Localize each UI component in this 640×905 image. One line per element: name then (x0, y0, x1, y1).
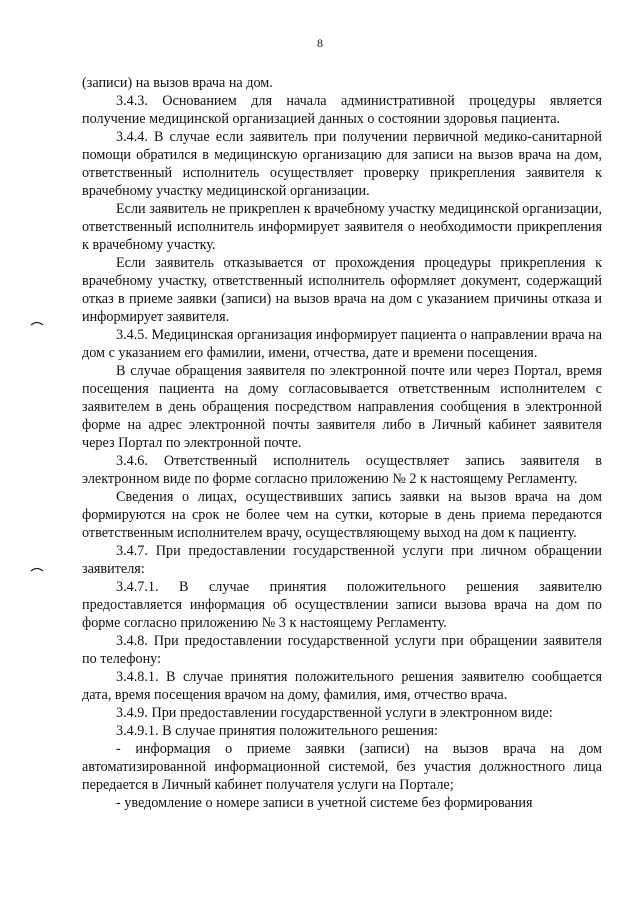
paragraph: 3.4.7.1. В случае принятия положительного решения заявителю предоставляется информация об осуществлении записи вызова врача на дом по форме согласно приложению № 3 к настоящему Регламенту. (82, 579, 602, 631)
paragraph: Сведения о лицах, осуществивших запись заявки на вызов врача на дом формируются на срок не более чем на сутки, которые в день приема передаются ответственным исполнителем врачу, осуществляющему выход на дом к пациенту. (82, 489, 602, 541)
paragraph: 3.4.8. При предоставлении государственной услуги при обращении заявителя по телефону: (82, 633, 602, 667)
paragraph: 3.4.7. При предоставлении государственной услуги при личном обращении заявителя: (82, 543, 602, 577)
paragraph: - уведомление о номере записи в учетной системе без формирования (116, 795, 533, 811)
paragraph: 3.4.3. Основанием для начала административной процедуры является получение медицинской организацией данных о состоянии здоровья пациента. (82, 93, 602, 127)
paragraph: - информация о приеме заявки (записи) на вызов врача на дом автоматизированной информационной системой, без участия должностного лица передается в Личный кабинет получателя услуги на Портале; (82, 741, 602, 793)
paragraph: Если заявитель не прикреплен к врачебному участку медицинской организации, ответственный исполнитель информирует заявителя о необходимости прикрепления к врачебному участку. (82, 201, 602, 253)
paragraph: 3.4.9.1. В случае принятия положительного решения: (116, 723, 438, 739)
paragraph: 3.4.8.1. В случае принятия положительного решения заявителю сообщается дата, время посещения врачом на дому, фамилия, имя, отчество врача. (82, 669, 602, 703)
margin-mark (30, 566, 44, 572)
paragraph: 3.4.5. Медицинская организация информирует пациента о направлении врача на дом с указанием его фамилии, имени, отчества, дате и времени посещения. (82, 327, 602, 361)
paragraph: 3.4.6. Ответственный исполнитель осуществляет запись заявителя в электронном виде по форме согласно приложению № 2 к настоящему Регламенту. (82, 453, 602, 487)
paragraph: В случае обращения заявителя по электронной почте или через Портал, время посещения пациента на дому согласовывается ответственным исполнителем с заявителем в день обращения посредством направления сообщения в электронной форме на адрес электронной почты заявителя либо в Личный кабинет заявителя через Портал по электронной почте. (82, 363, 602, 451)
paragraph: (записи) на вызов врача на дом. (82, 75, 273, 91)
paragraph: 3.4.4. В случае если заявитель при получении первичной медико-санитарной помощи обратился в медицинскую организацию для записи на вызов врача на дом, ответственный исполнитель осуществляет проверку прикрепления заявителя к врачебному участку медицинской организации. (82, 129, 602, 199)
document-body (82, 74, 602, 812)
paragraph: 3.4.9. При предоставлении государственной услуги в электронном виде: (116, 705, 553, 721)
paragraph: Если заявитель отказывается от прохождения процедуры прикрепления к врачебному участку, ответственный исполнитель оформляет документ, содержащий отказ в приеме заявки (записи) на вызов врача на дом с указанием причины отказа и информирует заявителя. (82, 255, 602, 325)
page-number: 8 (317, 36, 323, 50)
margin-mark (30, 320, 44, 326)
